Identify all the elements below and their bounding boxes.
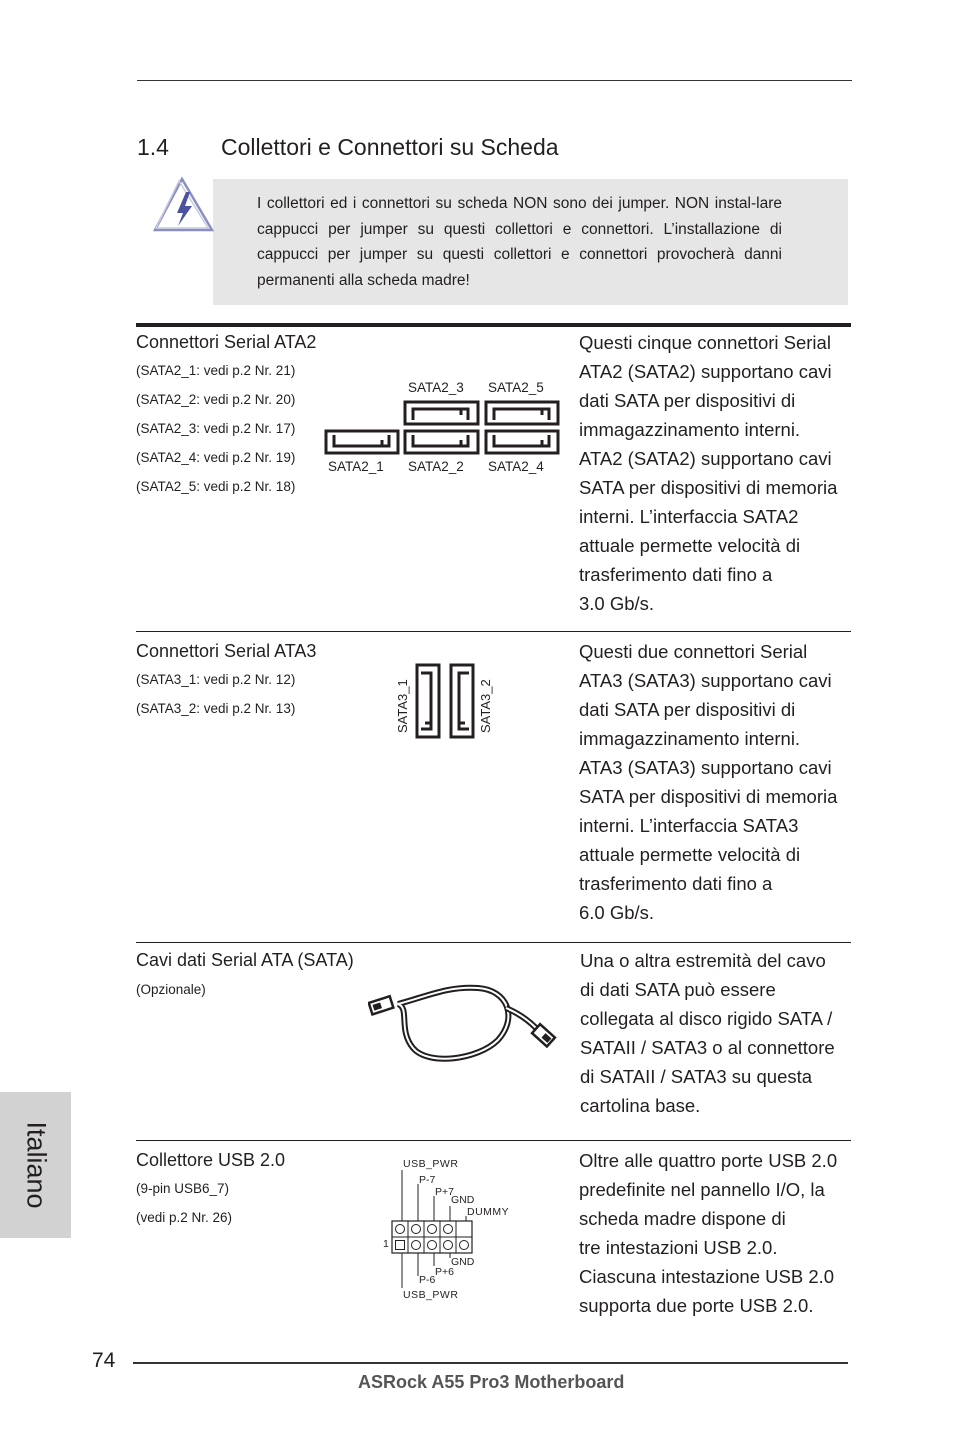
desc-line: dati SATA per dispositivi di: [579, 390, 796, 411]
usb-ref: (vedi p.2 Nr. 26): [136, 1210, 233, 1225]
desc-line: collegata al disco rigido SATA /: [580, 1008, 833, 1029]
section-rule-sata3: [136, 631, 851, 632]
desc-line: attuale permette velocità di: [579, 844, 801, 865]
desc-line: 3.0 Gb/s.: [579, 593, 655, 614]
warning-icon: [152, 176, 216, 234]
footer-product-name: ASRock A55 Pro3 Motherboard: [358, 1372, 625, 1392]
desc-line: di SATAII / SATA3 su questa: [580, 1066, 813, 1087]
desc-line: ATA3 (SATA3) supportano cavi: [579, 757, 832, 778]
section-number: 1.4: [137, 134, 169, 160]
usb-pin-label: 1: [383, 1238, 389, 1250]
sata3-port-label: SATA3_2: [478, 679, 493, 733]
desc-line: trasferimento dati fino a: [579, 873, 773, 894]
sata2-ref: (SATA2_3: vedi p.2 Nr. 17): [136, 421, 296, 436]
desc-line: SATAII / SATA3 o al connettore: [580, 1037, 835, 1058]
sata3-ref: (SATA3_2: vedi p.2 Nr. 13): [136, 701, 296, 716]
sata-cable-illustration: [368, 978, 558, 1068]
page-number: 74: [92, 1349, 116, 1372]
sata2-ref: (SATA2_2: vedi p.2 Nr. 20): [136, 392, 296, 407]
sata2-port-label: SATA2_2: [408, 459, 464, 474]
usb-pin-label: GND: [451, 1256, 475, 1268]
usb-pin-label: P+7: [435, 1186, 454, 1198]
desc-line: 6.0 Gb/s.: [579, 902, 655, 923]
usb-title: Collettore USB 2.0: [136, 1150, 286, 1170]
desc-line: Ciascuna intestazione USB 2.0: [579, 1266, 835, 1287]
desc-line: cartolina base.: [580, 1095, 701, 1116]
sata2-ref: (SATA2_1: vedi p.2 Nr. 21): [136, 363, 296, 378]
sata2-5-port: [486, 402, 558, 424]
sata2-title: Connettori Serial ATA2: [136, 332, 317, 352]
cable-description: [580, 946, 835, 1120]
sata2-connector-diagram: [320, 396, 565, 458]
cable-note: (Opzionale): [136, 982, 206, 997]
usb-description: [579, 1146, 837, 1320]
sata2-port-label: SATA2_5: [488, 380, 544, 395]
sata3-port-label: SATA3_1: [395, 679, 410, 733]
cable-title: Cavi dati Serial ATA (SATA): [136, 950, 354, 970]
sata2-ref: (SATA2_4: vedi p.2 Nr. 19): [136, 450, 296, 465]
section-rule-cable: [136, 942, 851, 943]
footer-rule: [133, 1362, 848, 1364]
sata2-4-port: [486, 431, 558, 453]
desc-line: trasferimento dati fino a: [579, 564, 773, 585]
desc-line: SATA per dispositivi di memoria: [579, 477, 838, 498]
sata3-1-port: [417, 665, 439, 737]
sata3-2-port: [451, 665, 473, 737]
language-side-label: Italiano: [21, 1121, 52, 1209]
desc-line: immagazzinamento interni.: [579, 728, 801, 749]
sata3-connector-diagram: [414, 662, 476, 740]
desc-line: tre intestazioni USB 2.0.: [579, 1237, 778, 1258]
sata2-2-port: [405, 431, 478, 453]
desc-line: interni. L’interfaccia SATA2: [579, 506, 799, 527]
sata3-title: Connettori Serial ATA3: [136, 641, 317, 661]
sata2-port-label: SATA2_4: [488, 459, 544, 474]
usb-pin-label: P-7: [419, 1174, 436, 1186]
usb-pin-label: P-6: [419, 1274, 436, 1286]
desc-line: Oltre alle quattro porte USB 2.0: [579, 1150, 838, 1171]
sata2-port-label: SATA2_3: [408, 380, 464, 395]
section-rule-usb: [136, 1140, 851, 1141]
desc-line: attuale permette velocità di: [579, 535, 801, 556]
warning-text: I collettori ed i connettori su scheda NON sono dei jumper. NON instal-lare cappucci per jumper su questi collettori e connettori. L’installazione di cappucci per jumper su questi collettori e connettori provocherà danni permanenti alla scheda madre!: [257, 195, 782, 289]
desc-line: Questi cinque connettori Serial: [579, 332, 831, 353]
usb-pin-label: GND: [451, 1194, 475, 1206]
desc-line: di dati SATA può essere: [580, 979, 776, 1000]
usb-pin-label: DUMMY: [467, 1206, 510, 1218]
sata2-description: [579, 328, 837, 618]
sata2-port-label: SATA2_1: [328, 459, 384, 474]
sata2-1-port: [326, 431, 398, 453]
header-rule: [137, 80, 852, 81]
sata3-description: [579, 637, 837, 927]
desc-line: predefinite nel pannello I/O, la: [579, 1179, 825, 1200]
sata2-ref: (SATA2_5: vedi p.2 Nr. 18): [136, 479, 296, 494]
desc-line: Una o altra estremità del cavo: [580, 950, 826, 971]
section-title: Collettori e Connettori su Scheda: [221, 134, 559, 160]
section-rule-sata2: [136, 323, 851, 327]
usb-pin-label: P+6: [435, 1266, 454, 1278]
desc-line: Questi due connettori Serial: [579, 641, 808, 662]
usb-header-diagram: [380, 1156, 520, 1306]
desc-line: ATA2 (SATA2) supportano cavi: [579, 448, 832, 469]
desc-line: scheda madre dispone di: [579, 1208, 786, 1229]
desc-line: SATA per dispositivi di memoria: [579, 786, 838, 807]
usb-ref: (9-pin USB6_7): [136, 1181, 230, 1196]
sata2-3-port: [405, 402, 478, 424]
desc-line: supporta due porte USB 2.0.: [579, 1295, 814, 1316]
usb-pin-label: USB_PWR: [403, 1289, 459, 1301]
desc-line: interni. L’interfaccia SATA3: [579, 815, 799, 836]
desc-line: ATA3 (SATA3) supportano cavi: [579, 670, 832, 691]
usb-pin-label: USB_PWR: [403, 1158, 459, 1170]
sata3-ref: (SATA3_1: vedi p.2 Nr. 12): [136, 672, 296, 687]
desc-line: dati SATA per dispositivi di: [579, 699, 796, 720]
desc-line: ATA2 (SATA2) supportano cavi: [579, 361, 832, 382]
desc-line: immagazzinamento interni.: [579, 419, 801, 440]
